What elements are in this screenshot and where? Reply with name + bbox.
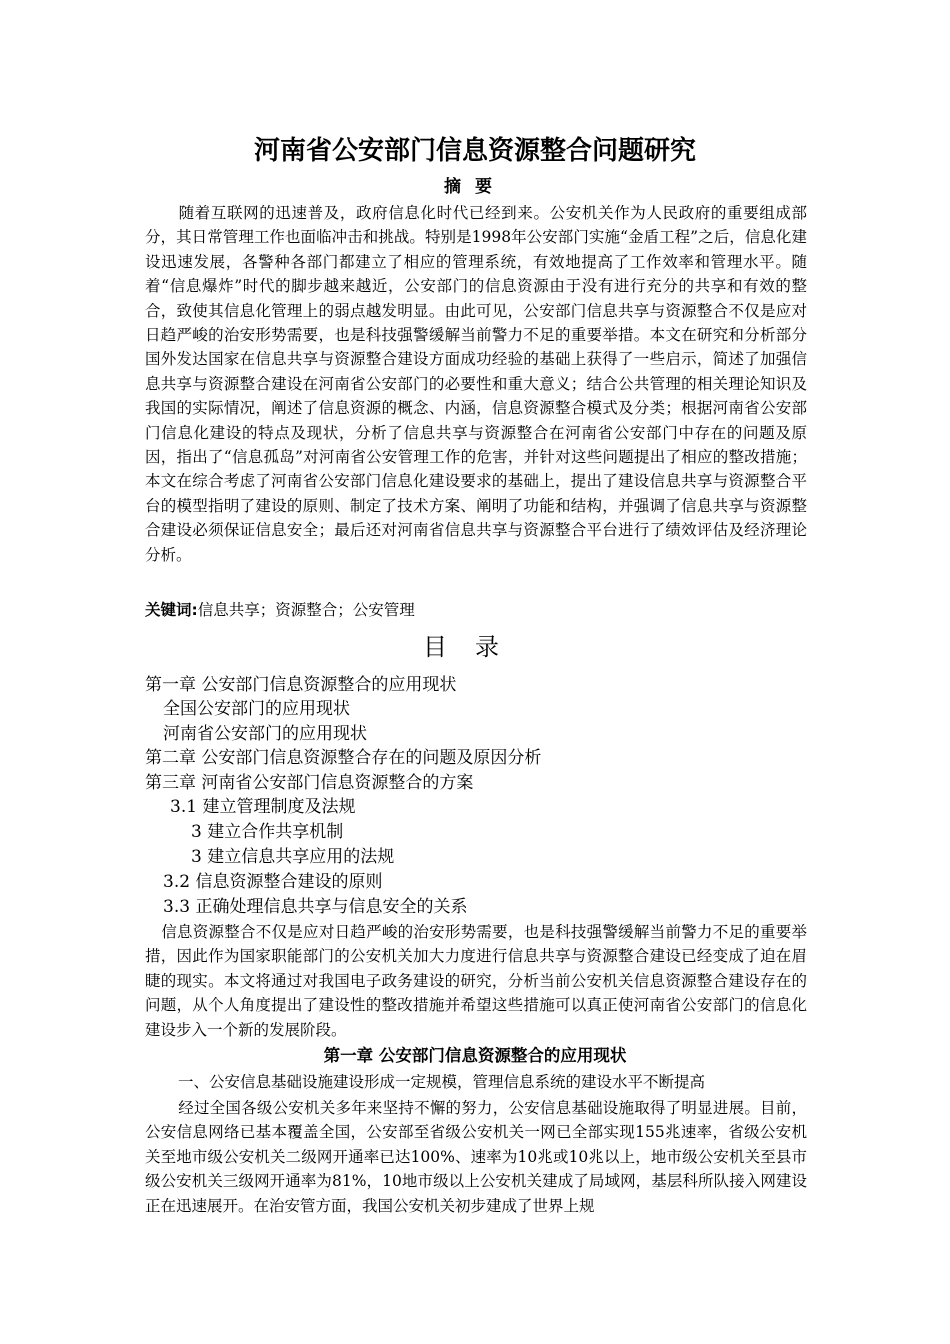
toc-item[interactable]: 3 建立信息共享应用的法规 [191, 847, 395, 867]
toc-item[interactable]: 第三章 河南省公安部门信息资源整合的方案 [145, 773, 474, 793]
section-subheading: 一、公安信息基础设施建设形成一定规模，管理信息系统的建设水平不断提高 [178, 1073, 706, 1091]
abstract-text: 随着互联网的迅速普及，政府信息化时代已经到来。公安机关作为人民政府的重要组成部分，其日常管理工作也面临冲击和挑战。特别是1998年公安部门实施“金盾工程”之后，信息化建设迅速发展，各警种各部门都建立了相应的管理系统，有效地提高了工作效率和管理水平。随着“信息爆炸”时代的脚步越来越近，公安部门的信息资源由于没有进行充分的共享和有效的整合，致使其信息化管理上的弱点越发明显。由此可见，公安部门信息共享与资源整合不仅是应对日趋严峻的治安形势需要，也是科技强警缓解当前警力不足的重要举措。本文在研究和分析部分国外发达国家在信息共享与资源整合建设方面成功经验的基础上获得了一些启示，简述了加强信息共享与资源整合建设在河南省公安部门的必要性和重大意义；结合公共管理的相关理论知识及我国的实际情况，阐述了信息资源的概念、内涵，信息资源整合模式及分类；根据河南省公安部门信息化建设的特点及现状，分析了信息共享与资源整合在河南省公安部门中存在的问题及原因，指出了“信息孤岛”对河南省公安管理工作的危害，并针对这些问题提出了相应的整改措施；本文在综合考虑了河南省公安部门信息化建设要求的基础上，提出了建设信息共享与资源整合平台的模型指明了建设的原则、制定了技术方案、阐明了功能和结构，并强调了信息共享与资源整合建设必须保证信息安全；最后还对河南省信息共享与资源整合平台进行了绩效评估及经济理论分析。 [145, 204, 807, 564]
toc-item[interactable]: 3 建立合作共享机制 [191, 822, 344, 842]
abstract-heading: 摘要 [444, 177, 506, 197]
chapter-paragraph [145, 1096, 807, 1218]
chapter-heading: 第一章 公安部门信息资源整合的应用现状 [323, 1046, 627, 1065]
keywords-line [145, 598, 415, 622]
toc-item[interactable]: 河南省公安部门的应用现状 [163, 724, 367, 744]
toc-item[interactable]: 全国公安部门的应用现状 [163, 699, 350, 719]
intro-text: 信息资源整合不仅是应对日趋严峻的治安形势需要，也是科技强警缓解当前警力不足的重要举措，因此作为国家职能部门的公安机关加大力度进行信息共享与资源整合建设已经变成了迫在眉睫的现实。本文将通过对我国电子政务建设的研究，分析当前公安机关信息资源整合建设存在的问题，从个人角度提出了建设性的整改措施并希望这些措施可以真正使河南省公安部门的信息化建设步入一个新的发展阶段。 [145, 923, 807, 1039]
intro-paragraph [145, 920, 807, 1042]
toc-item[interactable]: 第一章 公安部门信息资源整合的应用现状 [145, 675, 457, 695]
toc-item[interactable]: 3.1 建立管理制度及法规 [170, 797, 356, 817]
toc-item[interactable]: 3.2 信息资源整合建设的原则 [163, 872, 383, 892]
toc-heading: 目录 [423, 633, 527, 661]
keywords-value: 信息共享；资源整合；公安管理 [197, 601, 415, 619]
chapter-text: 经过全国各级公安机关多年来坚持不懈的努力，公安信息基础设施取得了明显进展。目前，公安信息网络已基本覆盖全国，公安部至省级公安机关一网已全部实现155兆速率，省级公安机关至地市级公安机关二级网开通率已达100%、速率为10兆或10兆以上，地市级公安机关至县市级公安机关三级网开通率为81%，10地市级以上公安机关建成了局域网，基层科所队接入网建设正在迅速展开。在治安管方面，我国公安机关初步建成了世界上规 [145, 1099, 807, 1215]
toc-item[interactable]: 3.3 正确处理信息共享与信息安全的关系 [163, 897, 468, 917]
document-title: 河南省公安部门信息资源整合问题研究 [253, 136, 696, 166]
abstract-paragraph [145, 201, 807, 567]
keywords-label: 关键词: [145, 601, 198, 619]
toc-item[interactable]: 第二章 公安部门信息资源整合存在的问题及原因分析 [145, 748, 542, 768]
